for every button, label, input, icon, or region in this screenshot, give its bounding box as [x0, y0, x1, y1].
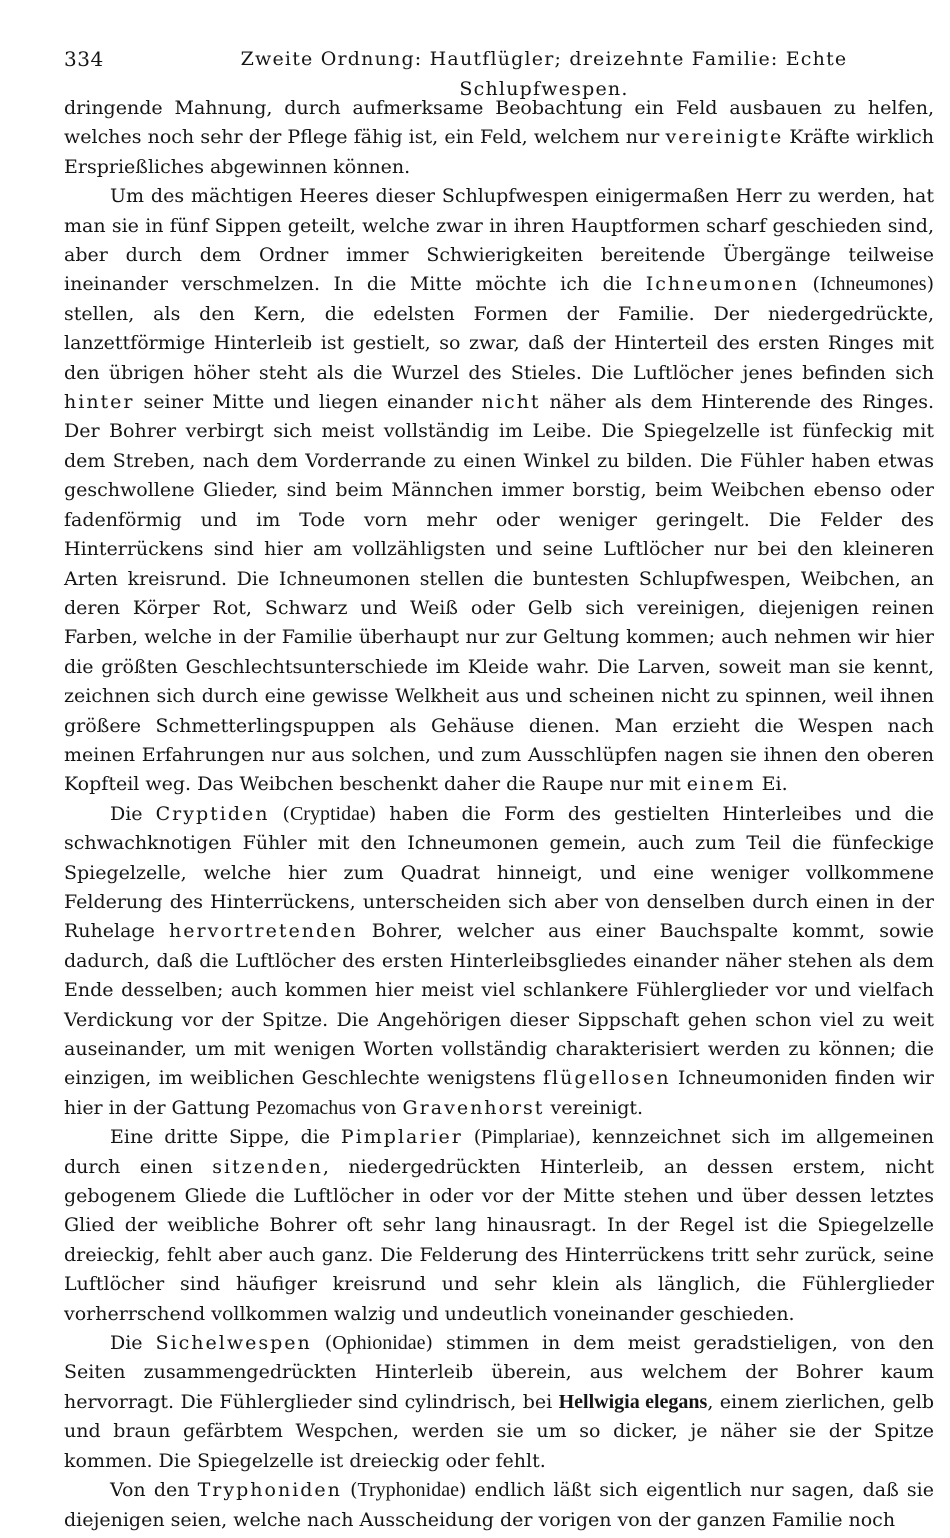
text-segment: vereinigt.: [544, 1096, 644, 1119]
text-segment: Eine dritte Sippe, die: [110, 1126, 341, 1149]
text-segment: hervortretenden: [169, 920, 358, 943]
text-segment: Pimplariae: [481, 1126, 568, 1149]
text-segment: , einem zierlichen, gelb und braun gefärbtem Wespchen, werden sie um so dicker, je näher sie der Spitze kommen. Die Spiegelzelle ist dreieckig oder fehlt.: [64, 1390, 934, 1472]
paragraph-tryphoniden: [64, 1476, 934, 1535]
main-text: [64, 94, 934, 1535]
text-segment: Ichneumones: [819, 273, 927, 296]
running-title: Zweite Ordnung: Hautflügler; dreizehnte Familie: Echte Schlupfwespen.: [240, 48, 848, 100]
text-segment: ) haben die Form des gestielten Hinterleibes und die schwachknotigen Fühler mit den Ichneumonen gemein, auch zum Teil die fünfeckige Spiegelzelle, welche hier zum Quadrat hinneigt, und eine weniger vollkommene Felderung des Hinterrückens, unterscheiden sich aber von denselben durch einen in der Ruhelage: [64, 802, 935, 943]
text-segment: von: [356, 1096, 403, 1119]
text-segment: (: [341, 1479, 358, 1502]
text-segment: ), kennzeichnet sich im allgemeinen durch einen: [64, 1126, 934, 1178]
text-segment: ) stellen, als den Kern, die edelsten Formen der Familie. Der niedergedrückte, lanzettförmige Hinterleib ist gestielt, so zwar, daß der Hinterteil des ersten Ringes mit den übrigen höher steht als die Wurzel des Stieles. Die Luftlöcher jenes befinden sich: [64, 273, 934, 384]
text-segment: (: [311, 1332, 333, 1355]
text-segment: dringende Mahnung, durch aufmerksame Beobachtung ein Feld ausbauen zu helfen, welches noch sehr der Pflege fähig ist, ein Feld, welchem nur: [64, 97, 934, 149]
text-segment: Sichelwespen: [155, 1332, 312, 1355]
text-segment: ) stimmen in dem meist geradstieligen, von den Seiten zusammengedrückten Hinterleib überein, aus welchem der Bohrer kaum hervorragt. Die Fühlerglieder sind cylindrisch, bei: [64, 1332, 935, 1413]
text-segment: Bohrer, welcher aus einer Bauchspalte kommt, sowie dadurch, daß die Luftlöcher des ersten Hinterleibsgliedes einander näher stehen als dem Ende desselben; auch kommen hier meist viel schlankere Fühlerglieder vor und vielfach Verdickung vor der Spitze. Die Angehörigen dieser Sippschaft gehen schon viel zu weit auseinander, um mit wenigen Worten vollständig charakterisiert werden zu können; die einzigen, im weiblichen Geschlechte wenigstens: [64, 920, 935, 1090]
text-segment: Pimplarier: [340, 1126, 463, 1149]
text-segment: seiner Mitte und liegen einander: [134, 391, 482, 414]
text-segment: Gravenhorst: [402, 1096, 545, 1119]
paragraph-cryptiden: [64, 800, 934, 1123]
text-segment: flügellosen: [542, 1067, 671, 1090]
text-segment: Ophionidae: [332, 1332, 426, 1355]
text-segment: hinter: [64, 391, 135, 414]
text-segment: ) endlich läßt sich eigentlich nur sagen, daß sie diejenigen seien, welche nach Ausscheidung der vorigen von der ganzen Familie noch: [64, 1479, 934, 1531]
text-segment: , niedergedrückten Hinterleib, an dessen erstem, nicht gebogenem Gliede die Luftlöcher in oder vor der Mitte stehen und über dessen letztes Glied der weibliche Bohrer oft sehr lang hinausragt. In der Regel ist die Spiegelzelle dreieckig, fehlt aber auch ganz. Die Felderung des Hinterrückens tritt sehr zurück, seine Luftlöcher sind häufiger kreisrund und sehr klein als länglich, die Fühlerglieder vorherrschend vollkommen walzig und undeutlich voneinander geschieden.: [64, 1155, 934, 1325]
page-number: 334: [64, 47, 104, 71]
text-segment: Cryptidae: [289, 802, 369, 825]
text-segment: vereinigte: [665, 126, 784, 149]
paragraph-sichelwespen: [64, 1329, 934, 1476]
paragraph-ichneumonen: [64, 182, 934, 800]
text-segment: Ichneumonen: [645, 273, 799, 296]
text-segment: Um des mächtigen Heeres dieser Schlupfwespen einigermaßen Herr zu werden, hat man sie in fünf Sippen geteilt, welche zwar in ihren Hauptformen scharf geschieden sind, aber durch dem Ordner immer Schwierigkeiten bereitende Übergänge teilweise ineinander verschmelzen. In die Mitte möchte ich die: [64, 185, 934, 296]
text-segment: Kräfte wirklich Ersprießliches abgewinnen können.: [64, 126, 935, 178]
text-segment: (: [462, 1126, 482, 1149]
text-segment: (: [269, 802, 290, 825]
text-segment: Ichneumoniden finden wir hier in der Gattung: [64, 1067, 934, 1119]
page-header: [64, 44, 934, 100]
text-segment: näher als dem Hinterende des Ringes. Der Bohrer verbirgt sich meist vollständig im Leibe. Die Spiegelzelle ist fünfeckig mit dem Streben, nach dem Vorderrande zu einen Winkel zu bilden. Die Fühler haben etwas geschwollene Glieder, sind beim Männchen immer borstig, beim Weibchen ebenso oder fadenförmig und im Tode vorn mehr oder weniger geringelt. Die Felder des Hinterrückens sind hier am vollzähligsten und seine Luftlöcher nur bei den kleineren Arten kreisrund. Die Ichneumonen stellen die buntesten Schlupfwespen, Weibchen, an deren Körper Rot, Schwarz und Weiß oder Gelb sich vereinigen, diejenigen reinen Farben, welche in der Familie überhaupt nur zur Geltung kommen; auch nehmen wir hier die größten Geschlechtsunterschiede im Kleide wahr. Die Larven, soweit man sie kennt, zeichnen sich durch eine gewisse Welkheit aus und scheinen nicht zu spinnen, weil ihnen größere Schmetterlingspuppen als Gehäuse dienen. Man erzieht die Wespen nach meinen Erfahrungen nur aus solchen, und zum Ausschlüpfen nagen sie ihnen den oberen Kopfteil weg. Das Weibchen beschenkt daher die Raupe nur mit: [64, 391, 934, 796]
text-segment: Cryptiden: [155, 802, 270, 825]
text-segment: Von den: [110, 1479, 198, 1502]
text-segment: Die: [110, 802, 156, 825]
text-segment: Die: [110, 1332, 156, 1355]
text-segment: (: [798, 273, 820, 296]
text-segment: sitzenden: [212, 1155, 323, 1178]
paragraph-pimplarier: [64, 1123, 934, 1329]
text-segment: einem: [686, 773, 756, 796]
text-segment: Ei.: [755, 773, 788, 796]
text-segment: Pezomachus: [256, 1096, 356, 1119]
paragraph-continued: [64, 94, 934, 182]
text-segment: Tryphoniden: [197, 1479, 342, 1502]
text-segment: nicht: [481, 391, 541, 414]
text-segment: Hellwigia elegans: [558, 1390, 708, 1413]
text-segment: Tryphonidae: [357, 1479, 459, 1502]
